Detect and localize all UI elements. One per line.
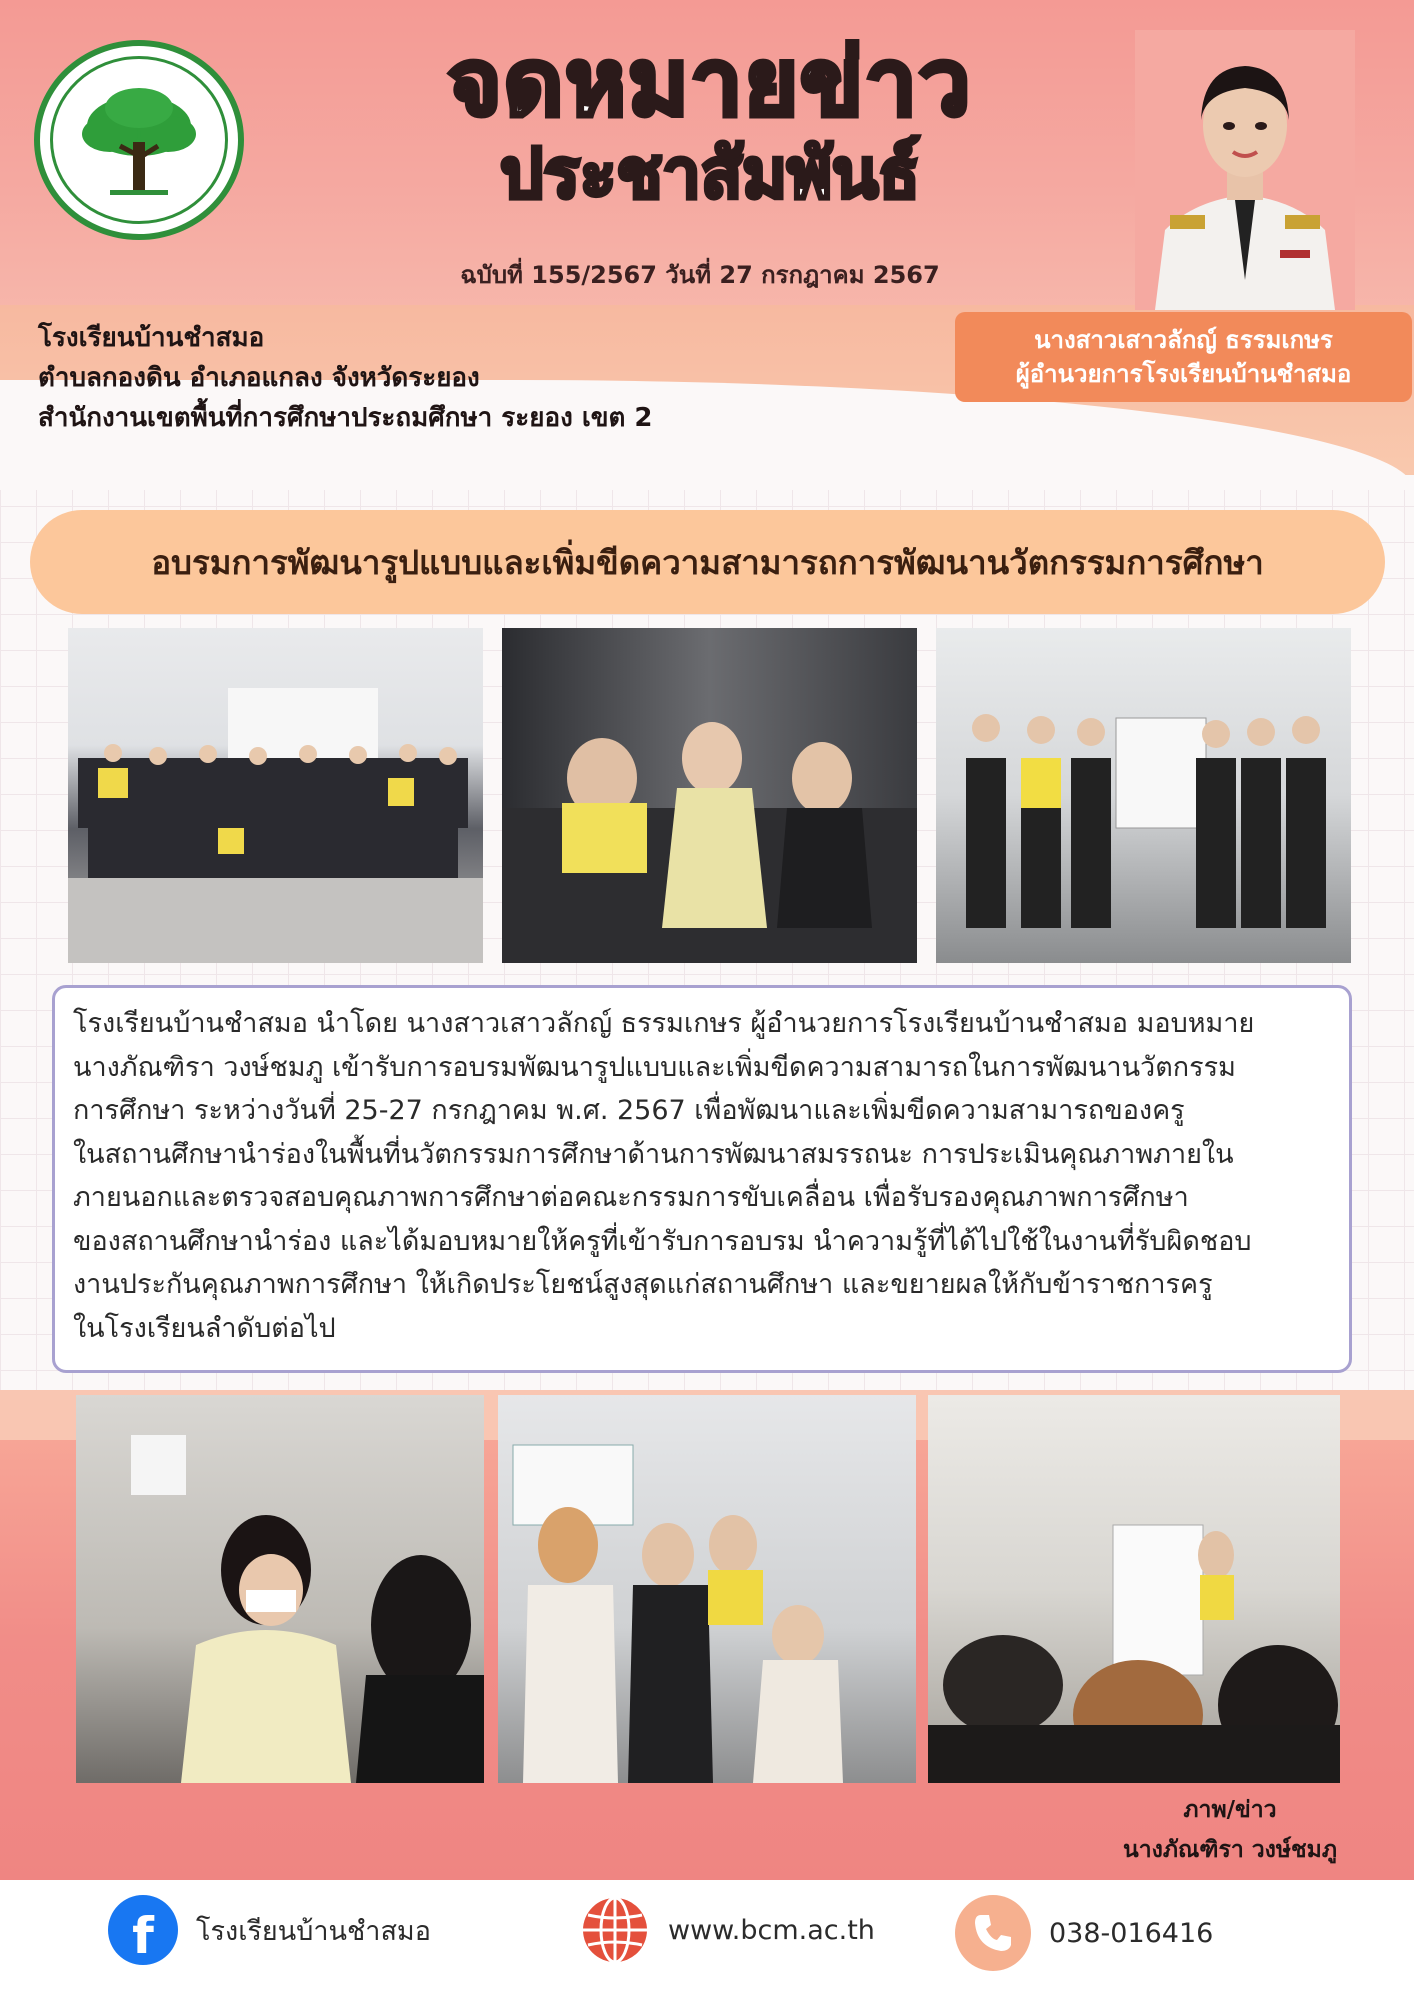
newsletter-subtitle: ประชาสัมพันธ์	[500, 135, 920, 214]
school-name: โรงเรียนบ้านชำสมอ	[38, 323, 265, 353]
facebook-label[interactable]: โรงเรียนบ้านชำสมอ	[196, 1915, 431, 1947]
photo-workshop	[498, 1395, 916, 1783]
headline-box	[30, 510, 1385, 614]
photo-credit	[1100, 1790, 1360, 1870]
director-position: ผู้อำนวยการโรงเรียนบ้านชำสมอ	[1015, 360, 1352, 388]
school-info	[38, 318, 653, 438]
director-portrait	[1135, 30, 1355, 310]
article-body: โรงเรียนบ้านชำสมอ นำโดย นางสาวเสาวลักญ์ ธรรมเกษร ผู้อำนวยการโรงเรียนบ้านชำสมอ มอบหมาย นางภัณฑิรา วงษ์ชมภู เข้ารับการอบรมพัฒนารูปแบบและเพิ่มขีดความสามารถในการพัฒนานวัตกรรม การศึกษา ระหว่างวันที่ 25-27 กรกฎาคม พ.ศ. 2567 เพื่อพัฒนาและเพิ่มขีดความสามารถของครู ในสถานศึกษานำร่องในพื้นที่นวัตกรรมการศึกษาด้านการพัฒนาสมรรถนะ การประเมินคุณภาพภายใน ภายนอกและตรวจสอบคุณภาพการศึกษาต่อคณะกรรมการขับเคลื่อน เพื่อรับรองคุณภาพการศึกษา ของสถานศึกษานำร่อง และได้มอบหมายให้ครูที่เข้ารับการอบรม นำความรู้ที่ได้ไปใช้ในงานที่รับผิดชอบ งานประกันคุณภาพการศึกษา ให้เกิดประโยชน์สูงสุดแก่สถานศึกษา และขยายผลให้กับข้าราชการครู ในโรงเรียนลำดับต่อไป	[73, 1008, 1255, 1344]
article-body-box	[52, 985, 1352, 1373]
photo-flipchart	[928, 1395, 1340, 1783]
director-name: นางสาวเสาวลักญ์ ธรรมเกษร	[1034, 326, 1333, 354]
school-address: ตำบลกองดิน อำเภอแกลง จังหวัดระยอง	[38, 363, 480, 393]
photo-presentation	[936, 628, 1351, 963]
globe-icon[interactable]	[580, 1895, 650, 1965]
photo-panel-discussion	[502, 628, 917, 963]
photo-group	[68, 628, 483, 963]
issue-date: ฉบับที่ 155/2567 วันที่ 27 กรกฎาคม 2567	[460, 261, 940, 289]
footer-phone[interactable]	[955, 1895, 1213, 1971]
school-office: สำนักงานเขตพื้นที่การศึกษาประถมศึกษา ระยอง เขต 2	[38, 403, 653, 433]
credit-name: นางภัณฑิรา วงษ์ชมภู	[1123, 1837, 1337, 1863]
director-badge	[955, 312, 1412, 402]
photo-group-discussion	[76, 1395, 484, 1783]
credit-label: ภาพ/ข่าว	[1183, 1797, 1277, 1823]
footer-facebook[interactable]	[108, 1895, 431, 1965]
footer-website[interactable]	[580, 1895, 875, 1965]
headline: อบรมการพัฒนารูปแบบและเพิ่มขีดความสามารถการพัฒนานวัตกรรมการศึกษา	[151, 542, 1264, 582]
phone-number[interactable]: 038-016416	[1049, 1917, 1214, 1949]
phone-icon[interactable]	[955, 1895, 1031, 1971]
school-logo-icon	[34, 40, 244, 240]
website-link[interactable]: www.bcm.ac.th	[668, 1914, 875, 1946]
newsletter-title: จดหมายข่าว	[447, 29, 973, 136]
facebook-icon[interactable]: f	[108, 1895, 178, 1965]
